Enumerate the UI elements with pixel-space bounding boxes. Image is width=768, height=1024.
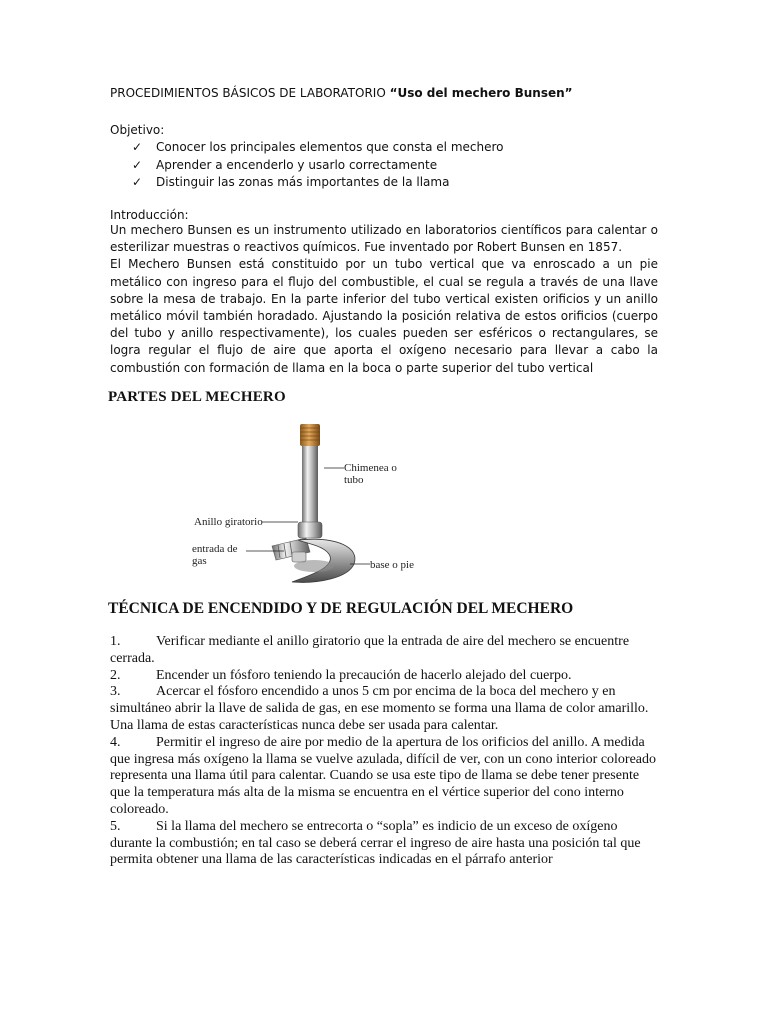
checkmark-icon: ✓ [132, 157, 143, 172]
gas-inlet-label-line: entrada de [192, 543, 238, 555]
list-item [110, 668, 658, 685]
step-number: 3. [110, 684, 121, 700]
bunsen-burner-diagram [188, 418, 428, 590]
objective-text: Aprender a encenderlo y usarlo correctamente [156, 157, 438, 172]
technique-steps [110, 634, 658, 869]
list-item [110, 634, 658, 668]
technique-section-title: TÉCNICA DE ENCENDIDO Y DE REGULACIÓN DEL MECHERO [108, 600, 574, 617]
step-text: Encender un fósforo teniendo la precaución de hacerlo alejado del cuerpo. [156, 667, 572, 683]
ring-label: Anillo giratorio [194, 516, 263, 528]
list-item [110, 735, 658, 819]
chimney-label-line: Chimenea o [344, 462, 397, 474]
list-item [132, 157, 504, 175]
objective-list [132, 139, 504, 192]
title-emphasis: “Uso del mechero Bunsen” [389, 86, 573, 100]
checkmark-icon: ✓ [132, 175, 143, 189]
introduction-heading: Introducción: [110, 208, 189, 222]
step-number: 4. [110, 734, 121, 750]
title-plain: PROCEDIMIENTOS BÁSICOS DE LABORATORIO [110, 86, 390, 100]
step-text: Si la llama del mechero se entrecorta o “sopla” es indicio de un exceso de oxígeno durante la combustión; en tal caso se deberá cerrar el ingreso de aire hasta una posición tal que permita obtener una llama de las características indicadas en el párrafo anterior [110, 818, 641, 868]
step-number: 1. [110, 634, 121, 649]
introduction-paragraph: El Mechero Bunsen está constituido por un tubo vertical que va enroscado a un pie metálico con ingreso para el flujo del combustible, el cual se regula a través de una llave sobre la mesa de trabajo. En la parte inferior del tubo vertical existen orificios y un anillo metálico móvil también horadado. Ajustando la posición relativa de estos orificios (cuerpo del tubo y anillo respectivamente), los cuales pueden ser esféricos o rectangulares, se logra regular el flujo de aire que aporta el oxígeno necesario para llevar a cabo la combustión con formación de llama en la boca o parte superior del tubo vertical [110, 257, 658, 375]
introduction-body [110, 222, 658, 377]
step-text: Permitir el ingreso de aire por medio de la apertura de los orificios del anillo. A medida que ingresa más oxígeno la llama se vuelve azulada, difícil de ver, con un cono interior coloreado representa una llama útil para calentar. Cuando se usa este tipo de llama se debe tener presente que la temperatura más alta de la misma se encuentra en el vértice superior del cono interno coloreado. [110, 734, 657, 817]
step-text: Acercar el fósforo encendido a unos 5 cm por encima de la boca del mechero y en simultáneo abrir la llave de salida de gas, en ese momento se forma una llama de color amarillo. Una llama de estas características nunca debe ser usada para calentar. [110, 684, 649, 733]
step-text: Verificar mediante el anillo giratorio que la entrada de aire del mechero se encuentre cerrada. [110, 634, 630, 666]
objective-heading: Objetivo: [110, 123, 165, 137]
chimney-label-line: tubo [344, 474, 364, 486]
parts-section-title: PARTES DEL MECHERO [108, 389, 286, 405]
objective-text: Distinguir las zonas más importantes de la llama [156, 175, 450, 189]
chimney-label [344, 462, 397, 486]
gas-inlet-label [192, 543, 238, 567]
introduction-paragraph: Un mechero Bunsen es un instrumento utilizado en laboratorios científicos para calentar o esterilizar muestras o reactivos químicos. Fue inventado por Robert Bunsen en 1857. [110, 223, 658, 255]
list-item [132, 174, 504, 192]
list-item [110, 684, 658, 734]
step-number: 5. [110, 818, 121, 834]
list-item [110, 819, 658, 869]
objective-text: Conocer los principales elementos que consta el mechero [156, 140, 504, 154]
list-item [132, 139, 504, 157]
checkmark-icon: ✓ [132, 140, 143, 154]
gas-inlet-label-line: gas [192, 555, 207, 567]
base-label: base o pie [370, 559, 414, 571]
document-title [110, 86, 573, 100]
step-number: 2. [110, 667, 121, 683]
